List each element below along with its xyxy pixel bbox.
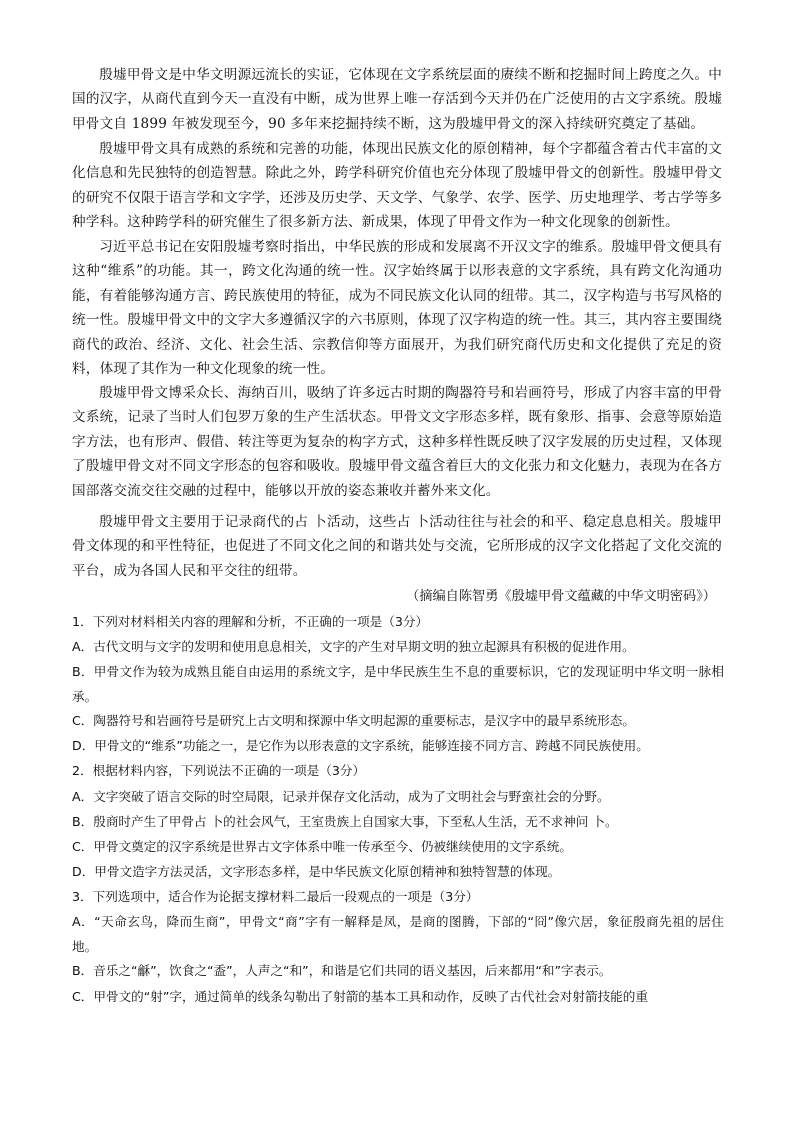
question-2-option-b: B．殷商时产生了甲骨占 卜的社会风气，王室贵族上自国家大事，下至私人生活，无不求神问 卜。 <box>72 814 618 829</box>
question-3-stem: 3．下列选项中，适合作为论据支撑材料二最后一段观点的一项是（3分） <box>72 889 479 904</box>
question-3-option-a: A．“天命玄鸟，降而生商”，甲骨文“商”字有一解释是凤，是商的图腾，下部的“冏”像穴居，象征殷商先祖的居住地。 <box>72 914 724 954</box>
question-3-option-c: C．甲骨文的“射”字，通过简单的线条勾勒出了射箭的基本工具和动作，反映了古代社会对射箭技能的重 <box>72 989 648 1004</box>
question-2-option-c: C．甲骨文奠定的汉字系统是世界古文字体系中唯一传承至今、仍被继续使用的文字系统。 <box>72 839 572 854</box>
passage-paragraph-1: 殷墟甲骨文是中华文明源远流长的实证，它体现在文字系统层面的赓续不断和挖掘时间上跨度之久。中国的汉字，从商代直到今天一直没有中断，成为世界上唯一存活到今天并仍在广泛使用的古文字系统。殷墟甲骨文自 1899 年被发现至今，90 多年来挖掘持续不断，这为殷墟甲骨文的深入持续研究奠定了基础。 <box>72 67 722 132</box>
question-1-option-a: A．古代文明与文字的发明和使用息息相关，文字的产生对早期文明的独立起源具有积极的促进作用。 <box>72 639 635 654</box>
question-1-stem: 1．下列对材料相关内容的理解和分析，不正确的一项是（3分） <box>72 614 429 629</box>
passage-paragraph-4: 殷墟甲骨文博采众长、海纳百川，吸纳了许多远古时期的陶器符号和岩画符号，形成了内容丰富的甲骨文系统，记录了当时人们包罗万象的生产生活状态。甲骨文文字形态多样，既有象形、指事、会意等原始造字方法，也有形声、假借、转注等更为复杂的构字方式，这种多样性既反映了汉字发展的历史过程，又体现了殷墟甲骨文对不同文字形态的包容和吸收。殷墟甲骨文蕴含着巨大的文化张力和文化魅力，表现为在各方国部落交流交往交融的过程中，能够以开放的姿态兼收并蓄外来文化。 <box>72 385 722 499</box>
question-3-option-b: B．音乐之“龢”，饮食之“盉”，人声之“和”，和谐是它们共同的语义基因，后来都用“和”字表示。 <box>72 963 612 978</box>
question-2-stem: 2．根据材料内容，下列说法不正确的一项是（3分） <box>72 763 366 778</box>
question-1-option-b: B．甲骨文作为较为成熟且能自由运用的系统文字，是中华民族生生不息的重要标识，它的发现证明中华文明一脉相承。 <box>72 664 724 704</box>
passage-paragraph-3: 习近平总书记在安阳殷墟考察时指出，中华民族的形成和发展离不开汉文字的维系。殷墟甲骨文便具有这种“维系”的功能。其一，跨文化沟通的统一性。汉字始终属于以形表意的文字系统，具有跨文化沟通功能，有着能够沟通方言、跨民族使用的特征，成为不同民族文化认同的纽带。其二，汉字构造与书写风格的统一性。殷墟甲骨文中的文字大多遵循汉字的六书原则，体现了汉字构造的统一性。其三，其内容主要围绕商代的政治、经济、文化、社会生活、宗教信仰等方面展开，为我们研究商代历史和文化提供了充足的资料，体现了其作为一种文化现象的统一性。 <box>72 239 722 378</box>
passage-paragraph-2: 殷墟甲骨文具有成熟的系统和完善的功能，体现出民族文化的原创精神，每个字都蕴含着古代丰富的文化信息和先民独特的创造智慧。除此之外，跨学科研究价值也充分体现了殷墟甲骨文的创新性。殷墟甲骨文的研究不仅限于语言学和文字学，还涉及历史学、天文学、气象学、农学、医学、历史地理学、考古学等多种学科。这种跨学科的研究催生了很多新方法、新成果，体现了甲骨文作为一种文化现象的创新性。 <box>72 141 722 231</box>
passage-paragraph-5: 殷墟甲骨文主要用于记录商代的占 卜活动，这些占 卜活动往往与社会的和平、稳定息息相关。殷墟甲骨文体现的和平性特征，也促进了不同文化之间的和谐共处与交流，它所形成的汉字文化搭起了文化交流的平台，成为各国人民和平交往的纽带。 <box>72 514 722 579</box>
question-1-option-c: C．陶器符号和岩画符号是研究上古文明和探源中华文明起源的重要标志，是汉字中的最早系统形态。 <box>72 713 635 728</box>
passage-source: （摘编自陈智勇《殷墟甲骨文蕴藏的中华文明密码》） <box>406 589 716 604</box>
question-1-option-d: D．甲骨文的“维系”功能之一，是它作为以形表意的文字系统，能够连接不同方言、跨越不同民族使用。 <box>72 738 649 753</box>
question-2-option-a: A．文字突破了语言交际的时空局限，记录并保存文化活动，成为了文明社会与野蛮社会的分野。 <box>72 789 610 804</box>
question-2-option-d: D．甲骨文造字方法灵活，文字形态多样，是中华民族文化原创精神和独特智慧的体现。 <box>72 864 561 879</box>
